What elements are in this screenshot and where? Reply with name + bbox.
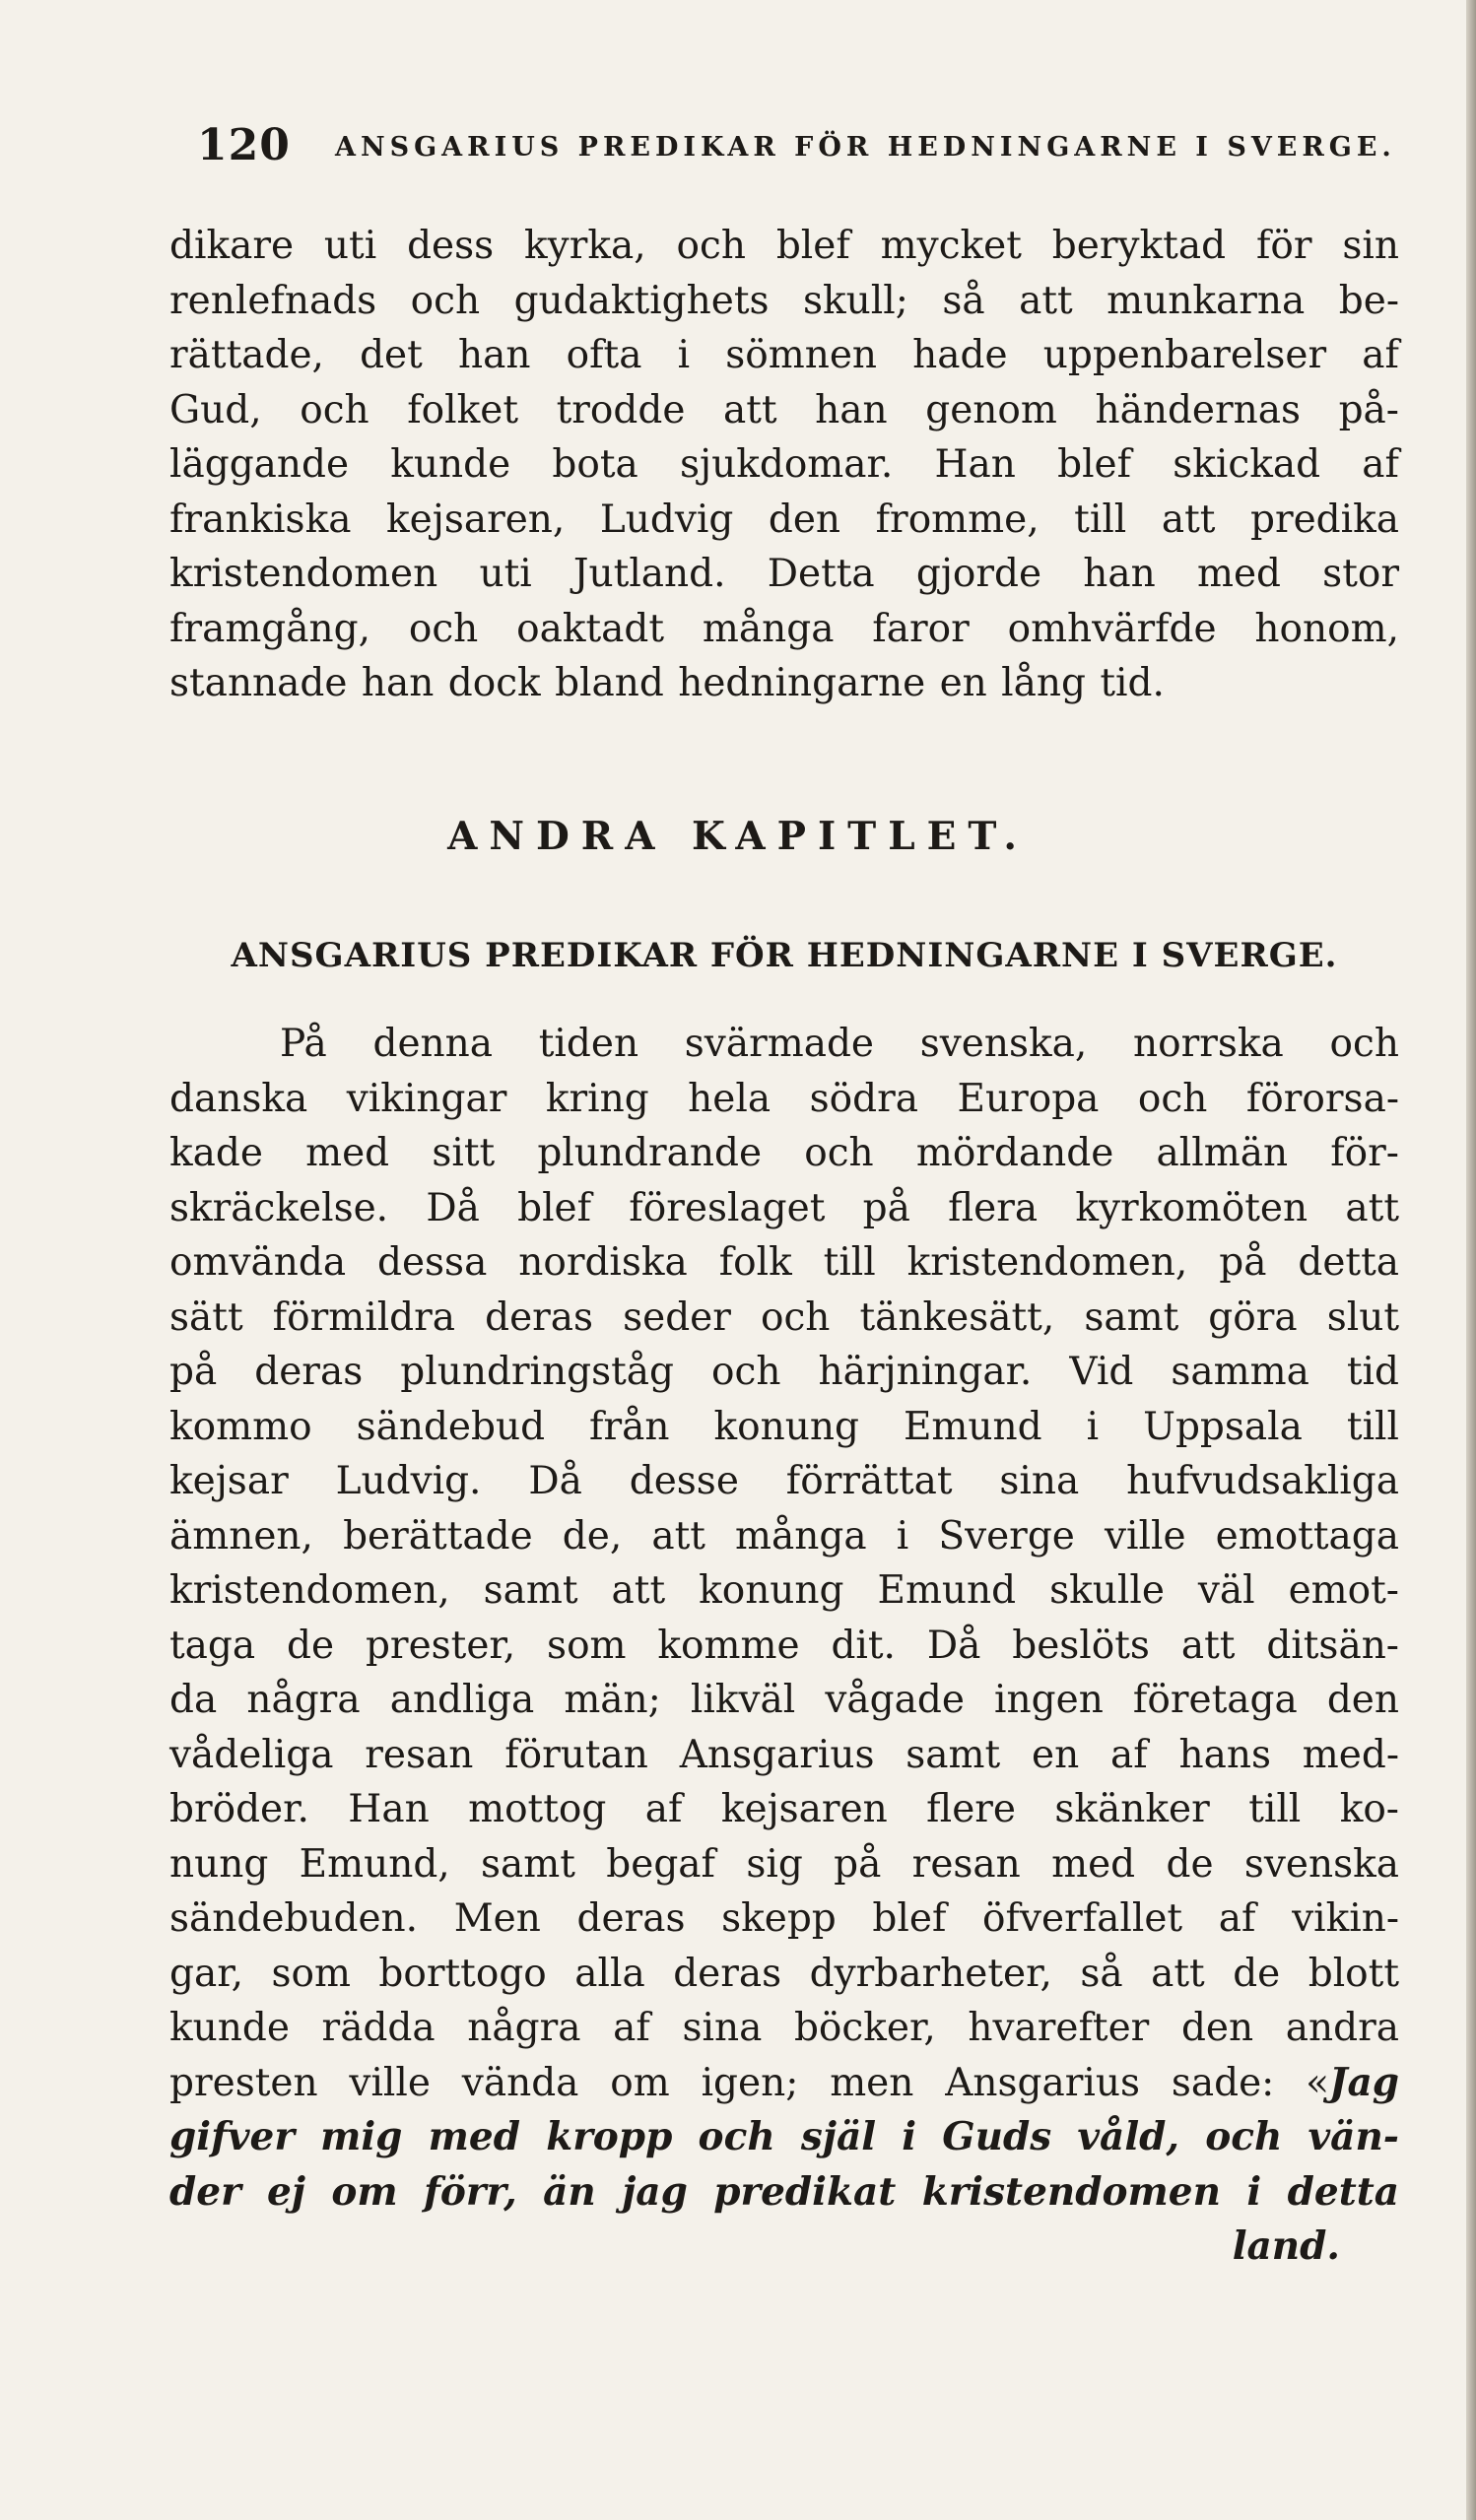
chapter-title: ANDRA KAPITLET. — [447, 814, 1029, 859]
text-line: stannade han dock bland hedningarne en lång tid. — [169, 661, 1165, 705]
text-line: kristendomen, samt att konung Emund skulle väl emot- — [169, 1568, 1399, 1613]
quote-last-line: land. — [1232, 2223, 1340, 2269]
quote-line: der ej om förr, än jag predikat kristendomen i detta — [169, 2168, 1399, 2215]
paragraph-1 — [169, 219, 1399, 706]
quote-prefix-text: presten ville vända om igen; men Ansgarius sade: « — [169, 2060, 1329, 2105]
page-header — [197, 120, 1396, 179]
text-line: bröder. Han mottog af kejsaren flere skänker till ko- — [169, 1787, 1399, 1831]
text-line: vådeliga resan förutan Ansgarius samt en af hans med- — [169, 1732, 1399, 1777]
page-edge — [1466, 0, 1476, 2520]
text-line: ämnen, berättade de, att många i Sverge ville emottaga — [169, 1513, 1399, 1558]
text-line: på deras plundringståg och härjningar. Vid samma tid — [169, 1350, 1399, 1394]
text-line: gar, som borttogo alla deras dyrbarheter, så att de blott — [169, 1951, 1399, 1996]
text-line: framgång, och oaktadt många faror omhvärfde honom, — [169, 606, 1399, 651]
text-line: kade med sitt plundrande och mördande allmän för- — [169, 1131, 1399, 1175]
text-line: kunde rädda några af sina böcker, hvarefter den andra — [169, 2006, 1399, 2050]
text-line: kejsar Ludvig. Då desse förrättat sina hufvudsakliga — [169, 1459, 1399, 1503]
quote-line: gifver mig med kropp och själ i Guds våld, och vän- — [169, 2114, 1399, 2159]
paragraph-2 — [169, 1017, 1399, 2275]
text-line: frankiska kejsaren, Ludvig den fromme, till att predika — [169, 497, 1399, 542]
text-line: da några andliga män; likväl vågade ingen företaga den — [169, 1678, 1399, 1722]
text-line: sätt förmildra deras seder och tänkesätt, samt göra slut — [169, 1294, 1399, 1340]
text-line: renlefnads och gudaktighets skull; så att munkarna be- — [169, 278, 1399, 323]
text-line-with-quote-start — [169, 2056, 1399, 2111]
text-line: skräckelse. Då blef föreslaget på flera kyrkomöten att — [169, 1185, 1399, 1230]
text-line: kristendomen uti Jutland. Detta gjorde han med stor — [169, 552, 1399, 596]
text-line: rättade, det han ofta i sömnen hade uppenbarelser af — [169, 333, 1399, 377]
page-number: 120 — [197, 120, 291, 170]
text-line: dikare uti dess kyrka, och blef mycket beryktad för sin — [169, 224, 1399, 268]
text-line: kommo sändebud från konung Emund i Uppsala till — [169, 1404, 1399, 1449]
running-head: ANSGARIUS PREDIKAR FÖR HEDNINGARNE I SVERGE. — [335, 132, 1396, 163]
quote-start: Jag — [1329, 2059, 1399, 2105]
text-line: nung Emund, samt begaf sig på resan med de svenska — [169, 1841, 1399, 1887]
text-line: taga de prester, som komme dit. Då beslöts att ditsän- — [169, 1623, 1399, 1668]
text-line: läggande kunde bota sjukdomar. Han blef skickad af — [169, 442, 1399, 487]
text-line: På denna tiden svärmade svenska, norrska och — [280, 1022, 1399, 1066]
chapter-subtitle: ANSGARIUS PREDIKAR FÖR HEDNINGARNE I SVERGE. — [231, 936, 1338, 975]
text-line: omvända dessa nordiska folk till kristendomen, på detta — [169, 1240, 1399, 1285]
text-line: Gud, och folket trodde att han genom händernas på- — [169, 387, 1399, 432]
text-line: sändebuden. Men deras skepp blef öfverfallet af vikin- — [169, 1896, 1399, 1941]
text-line: danska vikingar kring hela södra Europa och förorsa- — [169, 1076, 1399, 1121]
